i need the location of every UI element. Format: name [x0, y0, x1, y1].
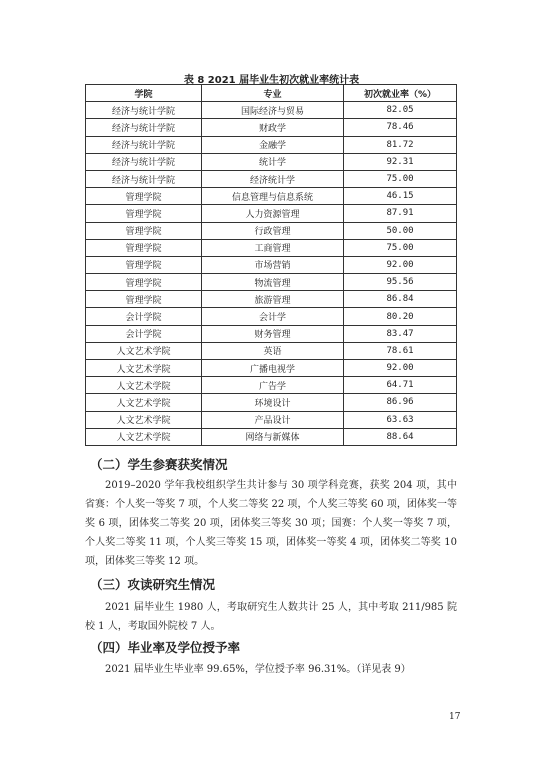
table-row	[86, 136, 457, 153]
cell-major: 经济统计学	[202, 170, 344, 187]
cell-rate: 92.00	[344, 256, 457, 273]
cell-college: 人文艺术学院	[86, 360, 202, 377]
table-row	[86, 153, 457, 170]
table-header-row	[86, 85, 457, 102]
section-heading-graduation-rate: （四）毕业率及学位授予率	[90, 640, 241, 655]
cell-rate: 78.61	[344, 342, 457, 359]
table-row	[86, 102, 457, 119]
cell-major: 英语	[202, 342, 344, 359]
table-row	[86, 274, 457, 291]
cell-college: 会计学院	[86, 308, 202, 325]
table-row	[86, 411, 457, 428]
cell-rate: 75.00	[344, 170, 457, 187]
cell-major: 旅游管理	[202, 291, 344, 308]
cell-major: 广告学	[202, 377, 344, 394]
cell-rate: 50.00	[344, 222, 457, 239]
employment-rate-table	[85, 84, 457, 446]
cell-college: 经济与统计学院	[86, 170, 202, 187]
cell-college: 人文艺术学院	[86, 411, 202, 428]
cell-major: 环境设计	[202, 394, 344, 411]
cell-rate: 46.15	[344, 188, 457, 205]
cell-college: 人文艺术学院	[86, 394, 202, 411]
cell-rate: 86.84	[344, 291, 457, 308]
cell-college: 管理学院	[86, 188, 202, 205]
cell-rate: 92.00	[344, 360, 457, 377]
cell-college: 人文艺术学院	[86, 377, 202, 394]
cell-rate: 80.20	[344, 308, 457, 325]
table-row	[86, 394, 457, 411]
cell-rate: 75.00	[344, 239, 457, 256]
cell-college: 管理学院	[86, 256, 202, 273]
table-row	[86, 291, 457, 308]
cell-rate: 63.63	[344, 411, 457, 428]
cell-rate: 95.56	[344, 274, 457, 291]
cell-major: 财务管理	[202, 325, 344, 342]
cell-major: 金融学	[202, 136, 344, 153]
table-row	[86, 188, 457, 205]
cell-major: 行政管理	[202, 222, 344, 239]
cell-rate: 78.46	[344, 119, 457, 136]
header-rate: 初次就业率（%）	[344, 85, 457, 102]
cell-major: 财政学	[202, 119, 344, 136]
cell-major: 网络与新媒体	[202, 428, 344, 445]
table-row	[86, 325, 457, 342]
table-row	[86, 342, 457, 359]
cell-major: 信息管理与信息系统	[202, 188, 344, 205]
cell-rate: 83.47	[344, 325, 457, 342]
cell-major: 国际经济与贸易	[202, 102, 344, 119]
section-paragraph-competition: 2019–2020 学年我校组织学生共计参与 30 项学科竞赛，获奖 204 项，其中省赛：个人奖一等奖 7 项，个人奖二等奖 22 项，个人奖三等奖 60 项，团体奖一等奖 6 项，团体奖二等奖 20 项，团体奖三等奖 30 项；国赛：个人奖一等奖 7 项，个人奖二等奖 11 项，个人奖三等奖 15 项，团体奖一等奖 4 项，团体奖二等奖 10 项，团体奖三等奖 12 项。	[85, 480, 457, 567]
header-college: 学院	[86, 85, 202, 102]
cell-rate: 82.05	[344, 102, 457, 119]
cell-major: 物流管理	[202, 274, 344, 291]
cell-major: 会计学	[202, 308, 344, 325]
section-heading-graduate-study: （三）攻读研究生情况	[90, 577, 216, 592]
cell-major: 人力资源管理	[202, 205, 344, 222]
table-row	[86, 377, 457, 394]
table-row	[86, 119, 457, 136]
section-heading-competition: （二）学生参赛获奖情况	[90, 457, 228, 472]
table-row	[86, 239, 457, 256]
table-row	[86, 256, 457, 273]
cell-college: 管理学院	[86, 291, 202, 308]
table-row	[86, 205, 457, 222]
cell-college: 经济与统计学院	[86, 136, 202, 153]
cell-rate: 81.72	[344, 136, 457, 153]
table-row	[86, 222, 457, 239]
cell-college: 经济与统计学院	[86, 102, 202, 119]
cell-college: 管理学院	[86, 274, 202, 291]
table-caption: 表 8 2021 届毕业生初次就业率统计表	[183, 75, 360, 86]
cell-major: 广播电视学	[202, 360, 344, 377]
cell-rate: 88.64	[344, 428, 457, 445]
table-row	[86, 308, 457, 325]
section-paragraph-graduate-study: 2021 届毕业生 1980 人，考取研究生人数共计 25 人，其中考取 211/985 院校 1 人，考取国外院校 7 人。	[85, 602, 457, 632]
cell-rate: 92.31	[344, 153, 457, 170]
table-row	[86, 170, 457, 187]
table-row	[86, 428, 457, 445]
cell-major: 市场营销	[202, 256, 344, 273]
cell-college: 管理学院	[86, 205, 202, 222]
cell-major: 工商管理	[202, 239, 344, 256]
cell-rate: 87.91	[344, 205, 457, 222]
cell-rate: 86.96	[344, 394, 457, 411]
header-major: 专业	[202, 85, 344, 102]
cell-major: 产品设计	[202, 411, 344, 428]
cell-college: 人文艺术学院	[86, 342, 202, 359]
cell-college: 管理学院	[86, 222, 202, 239]
cell-college: 经济与统计学院	[86, 119, 202, 136]
cell-major: 统计学	[202, 153, 344, 170]
cell-college: 管理学院	[86, 239, 202, 256]
cell-college: 经济与统计学院	[86, 153, 202, 170]
cell-college: 会计学院	[86, 325, 202, 342]
section-paragraph-graduation-rate: 2021 届毕业生毕业率 99.65%，学位授予率 96.31%。（详见表 9）	[105, 664, 411, 675]
page-number: 17	[449, 712, 461, 722]
cell-college: 人文艺术学院	[86, 428, 202, 445]
cell-rate: 64.71	[344, 377, 457, 394]
table-row	[86, 360, 457, 377]
